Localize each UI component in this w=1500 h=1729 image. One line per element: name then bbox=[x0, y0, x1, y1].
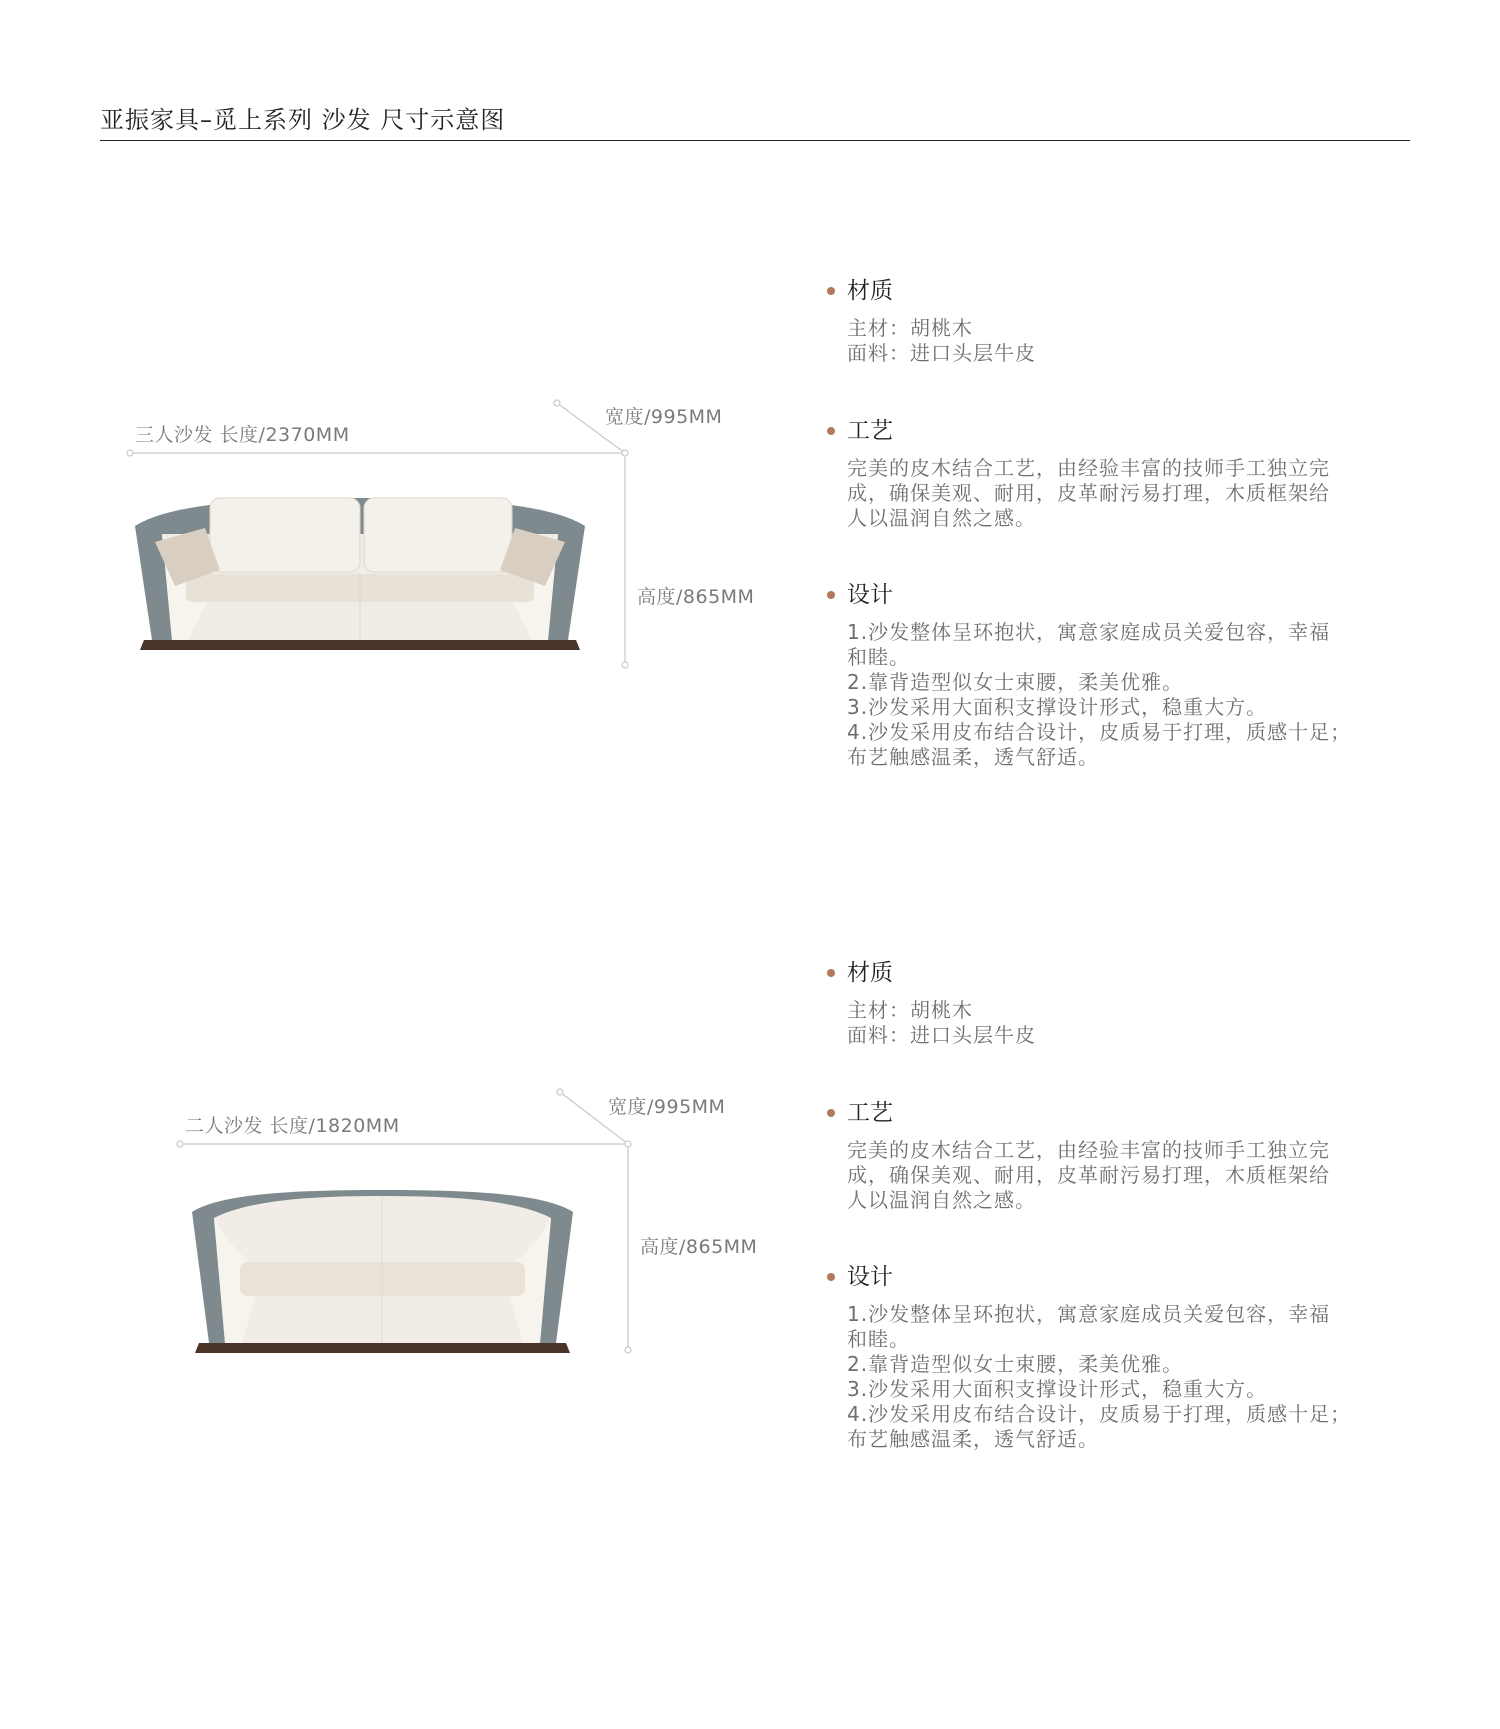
design-section bbox=[823, 580, 1423, 770]
two-seat-sofa-image bbox=[190, 1188, 575, 1353]
craft-line: 完美的皮木结合工艺，由经验丰富的技师手工独立完 bbox=[847, 1138, 1330, 1162]
craft-heading-text: 工艺 bbox=[847, 418, 893, 444]
craft-section bbox=[823, 1098, 1423, 1213]
corner-dot bbox=[625, 1141, 631, 1147]
bullet-dot bbox=[827, 969, 835, 977]
material-line: 主材：胡桃木 bbox=[847, 998, 973, 1022]
design-line: 和睦。 bbox=[847, 645, 910, 669]
height-line-end-dot bbox=[622, 662, 628, 668]
title-divider bbox=[100, 140, 1410, 141]
craft-line: 成，确保美观、耐用，皮革耐污易打理，木质框架给 bbox=[847, 1163, 1330, 1187]
length-line-start-dot bbox=[127, 450, 133, 456]
design-line: 和睦。 bbox=[847, 1327, 910, 1351]
height-line-end-dot bbox=[625, 1347, 631, 1353]
material-heading bbox=[823, 276, 1423, 306]
craft-text bbox=[823, 456, 1423, 531]
bullet-dot bbox=[827, 427, 835, 435]
height-label: 高度/865MM bbox=[640, 1236, 758, 1258]
design-section bbox=[823, 1262, 1423, 1452]
material-line: 面料：进口头层牛皮 bbox=[847, 341, 1036, 365]
design-line: 3.沙发采用大面积支撑设计形式，稳重大方。 bbox=[847, 1377, 1268, 1401]
length-line-start-dot bbox=[177, 1141, 183, 1147]
craft-line: 人以温润自然之感。 bbox=[847, 1188, 1036, 1212]
craft-heading bbox=[823, 416, 1423, 446]
material-text bbox=[823, 316, 1423, 366]
material-section bbox=[823, 276, 1423, 366]
craft-heading bbox=[823, 1098, 1423, 1128]
design-line: 3.沙发采用大面积支撑设计形式，稳重大方。 bbox=[847, 695, 1268, 719]
design-line: 1.沙发整体呈环抱状，寓意家庭成员关爱包容，幸福 bbox=[847, 620, 1331, 644]
length-label: 二人沙发 长度/1820MM bbox=[185, 1115, 400, 1137]
bullet-dot bbox=[827, 1109, 835, 1117]
page-title: 亚振家具–觅上系列 沙发 尺寸示意图 bbox=[100, 106, 506, 134]
design-line: 4.沙发采用皮布结合设计，皮质易于打理，质感十足； bbox=[847, 720, 1352, 744]
craft-line: 完美的皮木结合工艺，由经验丰富的技师手工独立完 bbox=[847, 456, 1330, 480]
material-text bbox=[823, 998, 1423, 1048]
material-heading-text: 材质 bbox=[847, 278, 893, 304]
material-line: 主材：胡桃木 bbox=[847, 316, 973, 340]
design-heading bbox=[823, 1262, 1423, 1292]
bullet-dot bbox=[827, 287, 835, 295]
craft-section bbox=[823, 416, 1423, 531]
three-seat-sofa-image bbox=[130, 490, 590, 650]
craft-line: 人以温润自然之感。 bbox=[847, 506, 1036, 530]
design-line: 1.沙发整体呈环抱状，寓意家庭成员关爱包容，幸福 bbox=[847, 1302, 1331, 1326]
bullet-dot bbox=[827, 591, 835, 599]
width-line-end-dot bbox=[557, 1089, 563, 1095]
width-label: 宽度/995MM bbox=[605, 406, 723, 428]
design-heading bbox=[823, 580, 1423, 610]
product-three-seat-sofa bbox=[0, 240, 1500, 800]
design-text bbox=[823, 1302, 1423, 1452]
design-line: 2.靠背造型似女士束腰，柔美优雅。 bbox=[847, 1352, 1184, 1376]
design-line: 布艺触感温柔，透气舒适。 bbox=[847, 1427, 1099, 1451]
length-label: 三人沙发 长度/2370MM bbox=[135, 424, 350, 446]
design-text bbox=[823, 620, 1423, 770]
corner-dot bbox=[622, 450, 628, 456]
material-heading-text: 材质 bbox=[847, 960, 893, 986]
material-line: 面料：进口头层牛皮 bbox=[847, 1023, 1036, 1047]
width-label: 宽度/995MM bbox=[608, 1096, 726, 1118]
material-section bbox=[823, 958, 1423, 1048]
craft-line: 成，确保美观、耐用，皮革耐污易打理，木质框架给 bbox=[847, 481, 1330, 505]
product-two-seat-sofa bbox=[0, 922, 1500, 1482]
craft-text bbox=[823, 1138, 1423, 1213]
craft-heading-text: 工艺 bbox=[847, 1100, 893, 1126]
material-heading bbox=[823, 958, 1423, 988]
design-heading-text: 设计 bbox=[847, 1264, 893, 1290]
design-line: 布艺触感温柔，透气舒适。 bbox=[847, 745, 1099, 769]
height-label: 高度/865MM bbox=[637, 586, 755, 608]
width-line-end-dot bbox=[554, 400, 560, 406]
design-heading-text: 设计 bbox=[847, 582, 893, 608]
design-line: 4.沙发采用皮布结合设计，皮质易于打理，质感十足； bbox=[847, 1402, 1352, 1426]
design-line: 2.靠背造型似女士束腰，柔美优雅。 bbox=[847, 670, 1184, 694]
bullet-dot bbox=[827, 1273, 835, 1281]
